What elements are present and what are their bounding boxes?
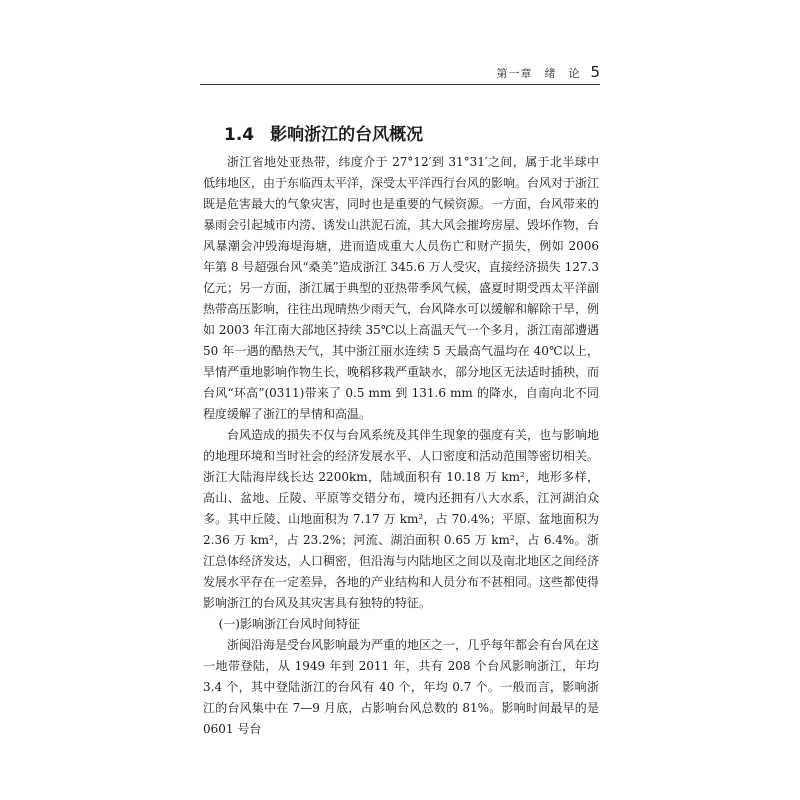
section-title: 影响浙江的台风概况: [270, 125, 424, 145]
body-text: [203, 152, 599, 740]
section-number: 1.4: [224, 125, 255, 145]
paragraph-1: 浙江省地处亚热带，纬度介于 27°12′到 31°31′之间，属于北半球中低纬地区，由于东临西太平洋，深受太平洋西行台风的影响。台风对于浙江既是危害最大的气象灾害，同时也是重要的气候资源。一方面，台风带来的暴雨会引起城市内涝、诱发山洪泥石流，其大风会摧垮房屋、毁坏作物，台风暴潮会冲毁海堤海塘，进而造成重大人员伤亡和财产损失，例如 2006 年第 8 号超强台风“桑美”造成浙江 345.6 万人受灾，直接经济损失 127.3 亿元；另一方面，浙江属于典型的亚热带季风气候，盛夏时期受西太平洋副热带高压影响，往往出现晴热少雨天气，台风降水可以缓解和解除干旱，例如 2003 年江南大部地区持续 35℃以上高温天气一个多月，浙江南部遭遇 50 年一遇的酷热天气，其中浙江丽水连续 5 天最高气温均在 40℃以上，旱情严重地影响作物生长，晚稻移栽严重缺水，部分地区无法适时插秧，而台风“环高”(0311)带来了 0.5 mm 到 131.6 mm 的降水，自南向北不同程度缓解了浙江的旱情和高温。: [203, 155, 600, 421]
header-rule: [200, 84, 600, 85]
page-number: 5: [590, 63, 600, 81]
paragraph-3: 浙闽沿海是受台风影响最为严重的地区之一，几乎每年都会有台风在这一地带登陆，从 1949 年到 2011 年，共有 208 个台风影响浙江，年均 3.4 个，其中登陆浙江的台风有 40 个，年均 0.7 个。一般而言，影响浙江的台风集中在 7—9 月底，占影响台风总数的 81%。影响时间最早的是 0601 号台: [203, 638, 600, 736]
paragraph-2: 台风造成的损失不仅与台风系统及其伴生现象的强度有关，也与影响地的地理环境和当时社会的经济发展水平、人口密度和活动范围等密切相关。浙江大陆海岸线长达 2200km，陆域面积有 10.18 万 km²，地形多样，高山、盆地、丘陵、平原等交错分布，境内还拥有八大水系，江河湖泊众多。其中丘陵、山地面积为 7.17 万 km²，占 70.4%；平原、盆地面积为 2.36 万 km²，占 23.2%；河流、湖泊面积 0.65 万 km²，占 6.4%。浙江总体经济发达，人口稠密，但沿海与内陆地区之间以及南北地区之间经济发展水平存在一定差异，各地的产业结构和人员分布不甚相同。这些都使得影响浙江的台风及其灾害具有独特的特征。: [203, 428, 600, 610]
section-heading: [224, 120, 423, 145]
chapter-title: 第一章 绪 论: [496, 67, 581, 80]
subsection-heading: (一)影响浙江台风时间特征: [218, 617, 360, 631]
running-header: [200, 63, 600, 81]
